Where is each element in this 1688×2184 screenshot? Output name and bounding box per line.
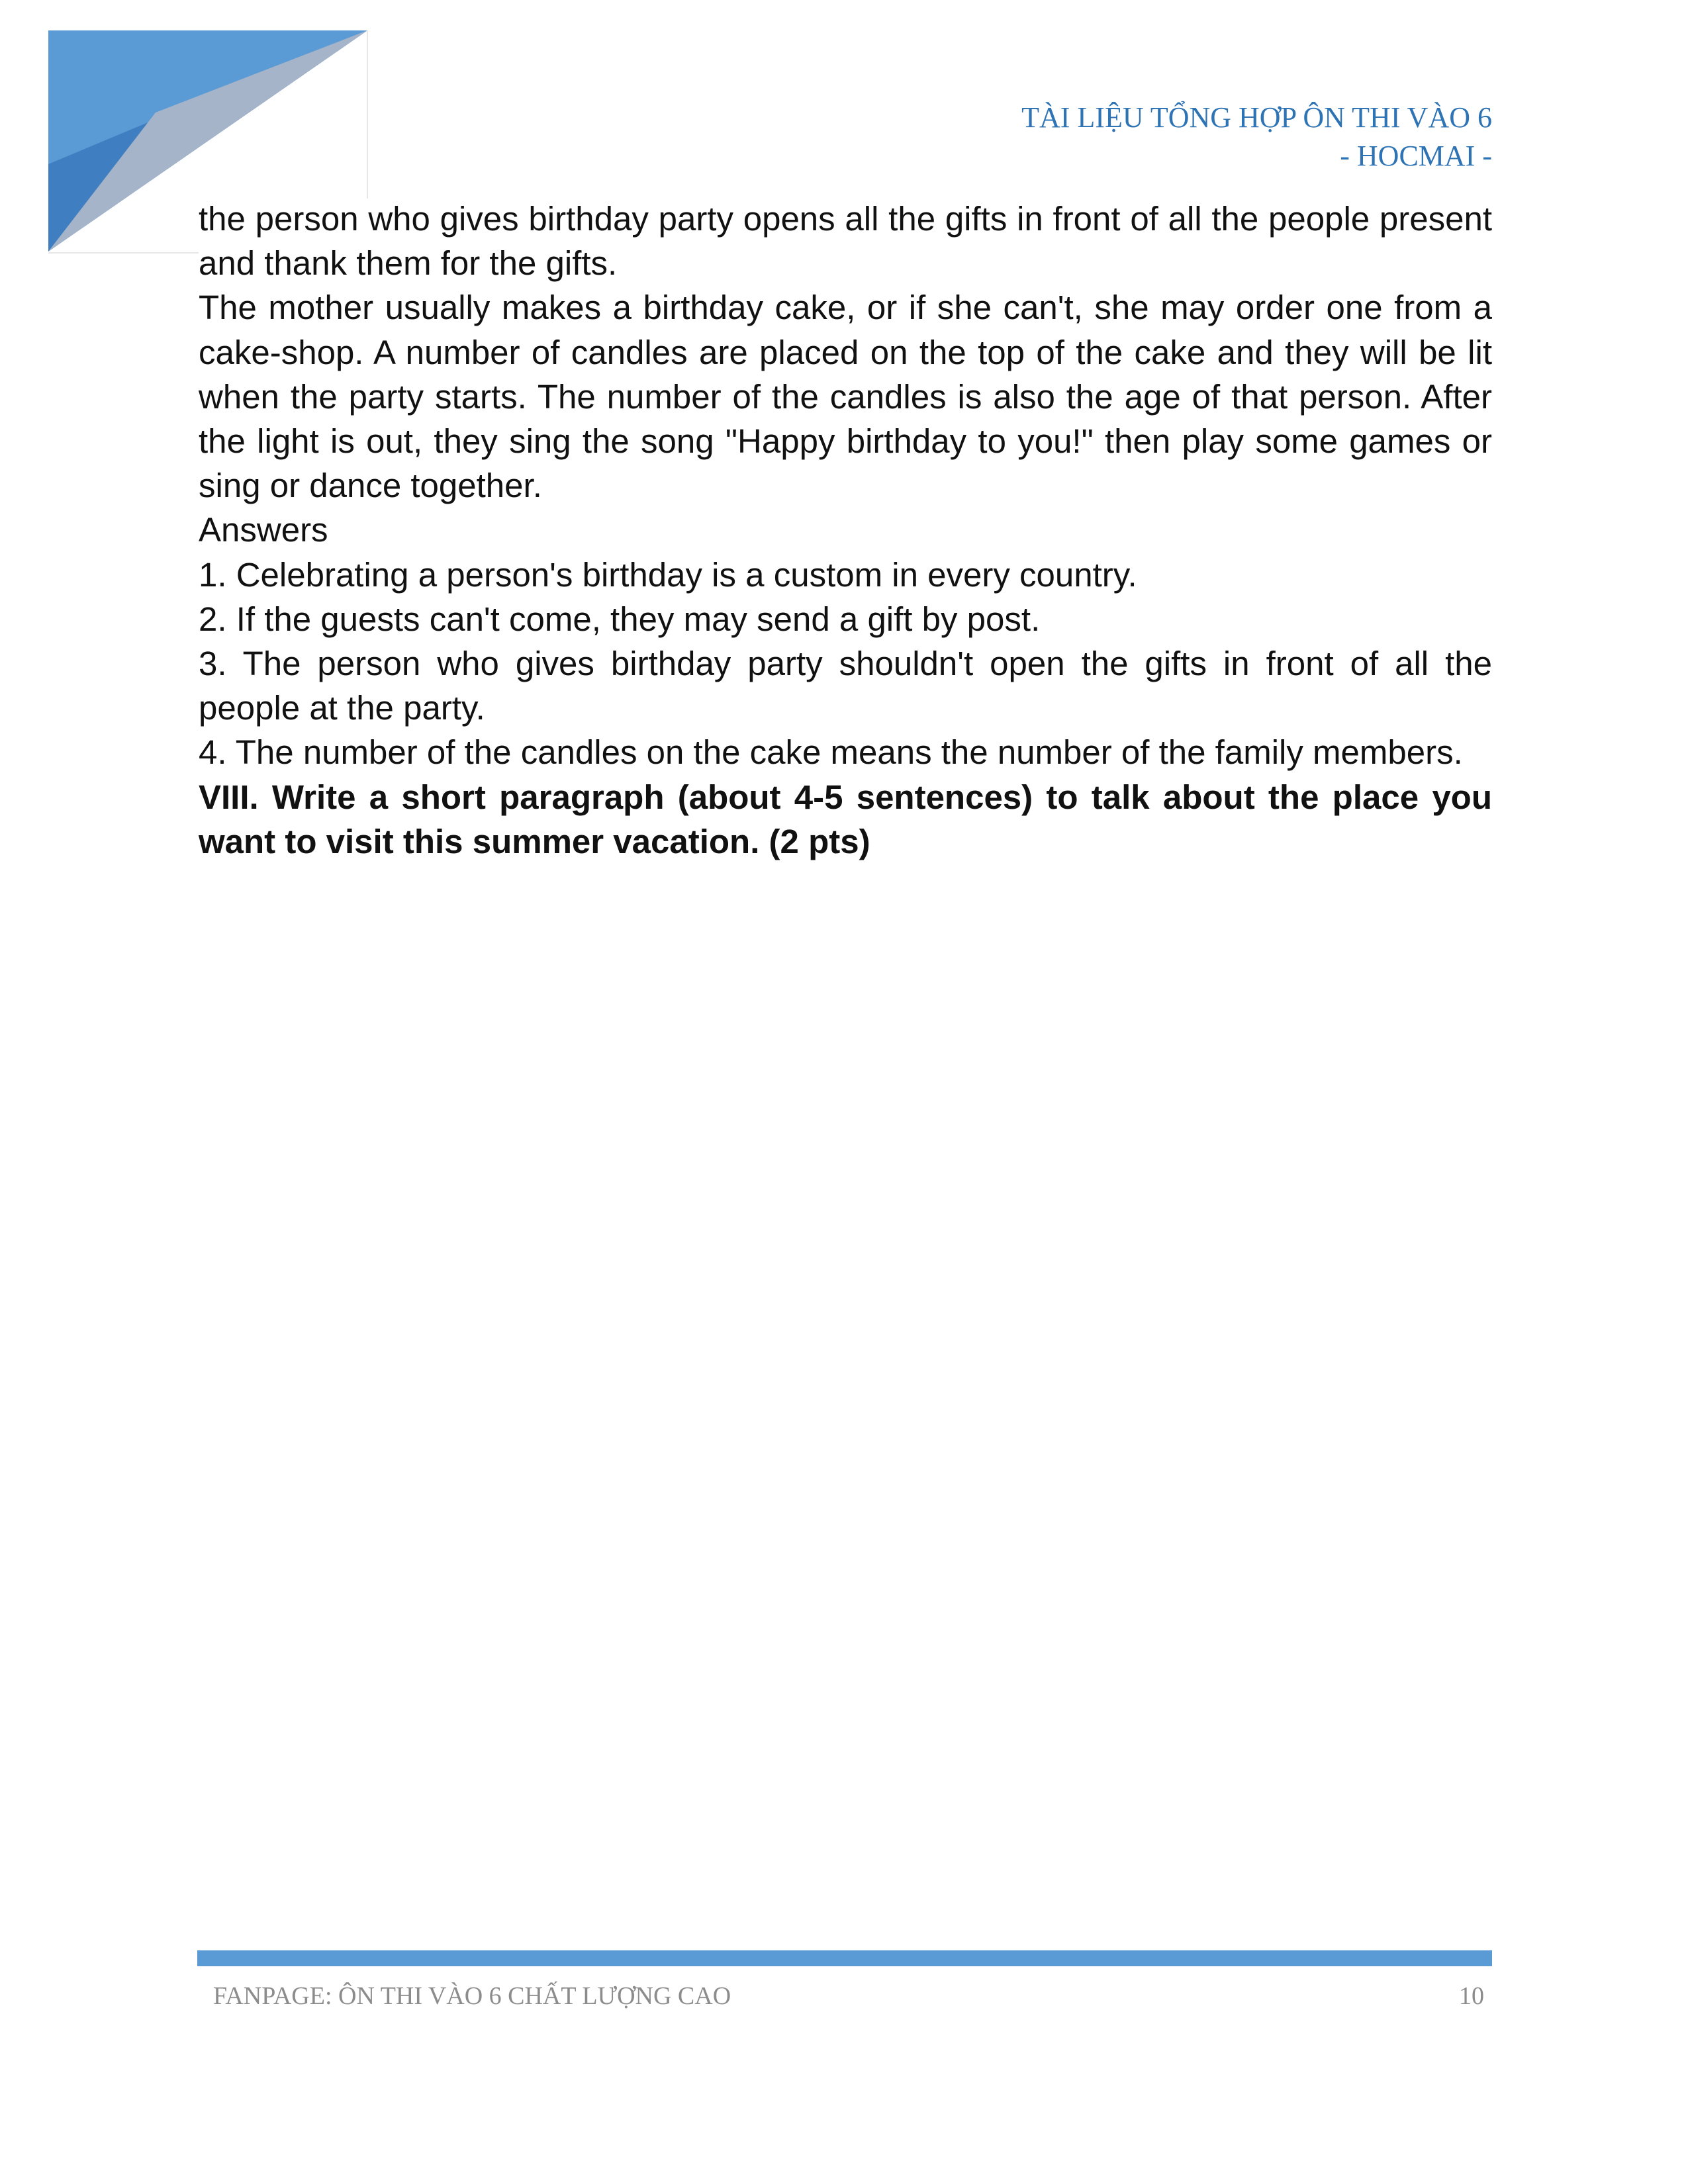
- paragraph-gifts: the person who gives birthday party opens all the gifts in front of all the people present and thank them for the gifts.: [199, 200, 1492, 283]
- answer-item-1: 1. Celebrating a person's birthday is a custom in every country.: [199, 555, 1137, 594]
- answer-item-2: 2. If the guests can't come, they may send a gift by post.: [199, 600, 1041, 638]
- answer-item-4: 4. The number of the candles on the cake means the number of the family members.: [199, 733, 1463, 772]
- footer-divider-bar: [197, 1950, 1492, 1966]
- footer-page-number: 10: [1459, 1982, 1484, 2010]
- answer-item-3: 3. The person who gives birthday party shouldn't open the gifts in front of all the people at the party.: [199, 645, 1492, 727]
- section-viii-heading: VIII. Write a short paragraph (about 4-5 sentences) to talk about the place you want to visit this summer vacation. (2 pts): [199, 778, 1492, 860]
- answers-heading: Answers: [199, 511, 328, 549]
- footer-fanpage-text: FANPAGE: ÔN THI VÀO 6 CHẤT LƯỢNG CAO: [213, 1982, 731, 2010]
- paragraph-birthday-cake: The mother usually makes a birthday cake, or if she can't, she may order one from a cake-shop. A number of candles are placed on the top of the cake and they will be lit when the party starts. The number of the candles is also the age of that person. After the light is out, they sing the song "Happy birthday to you!" then play some games or sing or dance together.: [199, 289, 1492, 505]
- header-title: TÀI LIỆU TỔNG HỢP ÔN THI VÀO 6: [1021, 101, 1492, 134]
- document-body: [199, 197, 1492, 864]
- header-subtitle: - HOCMAI -: [1340, 140, 1492, 172]
